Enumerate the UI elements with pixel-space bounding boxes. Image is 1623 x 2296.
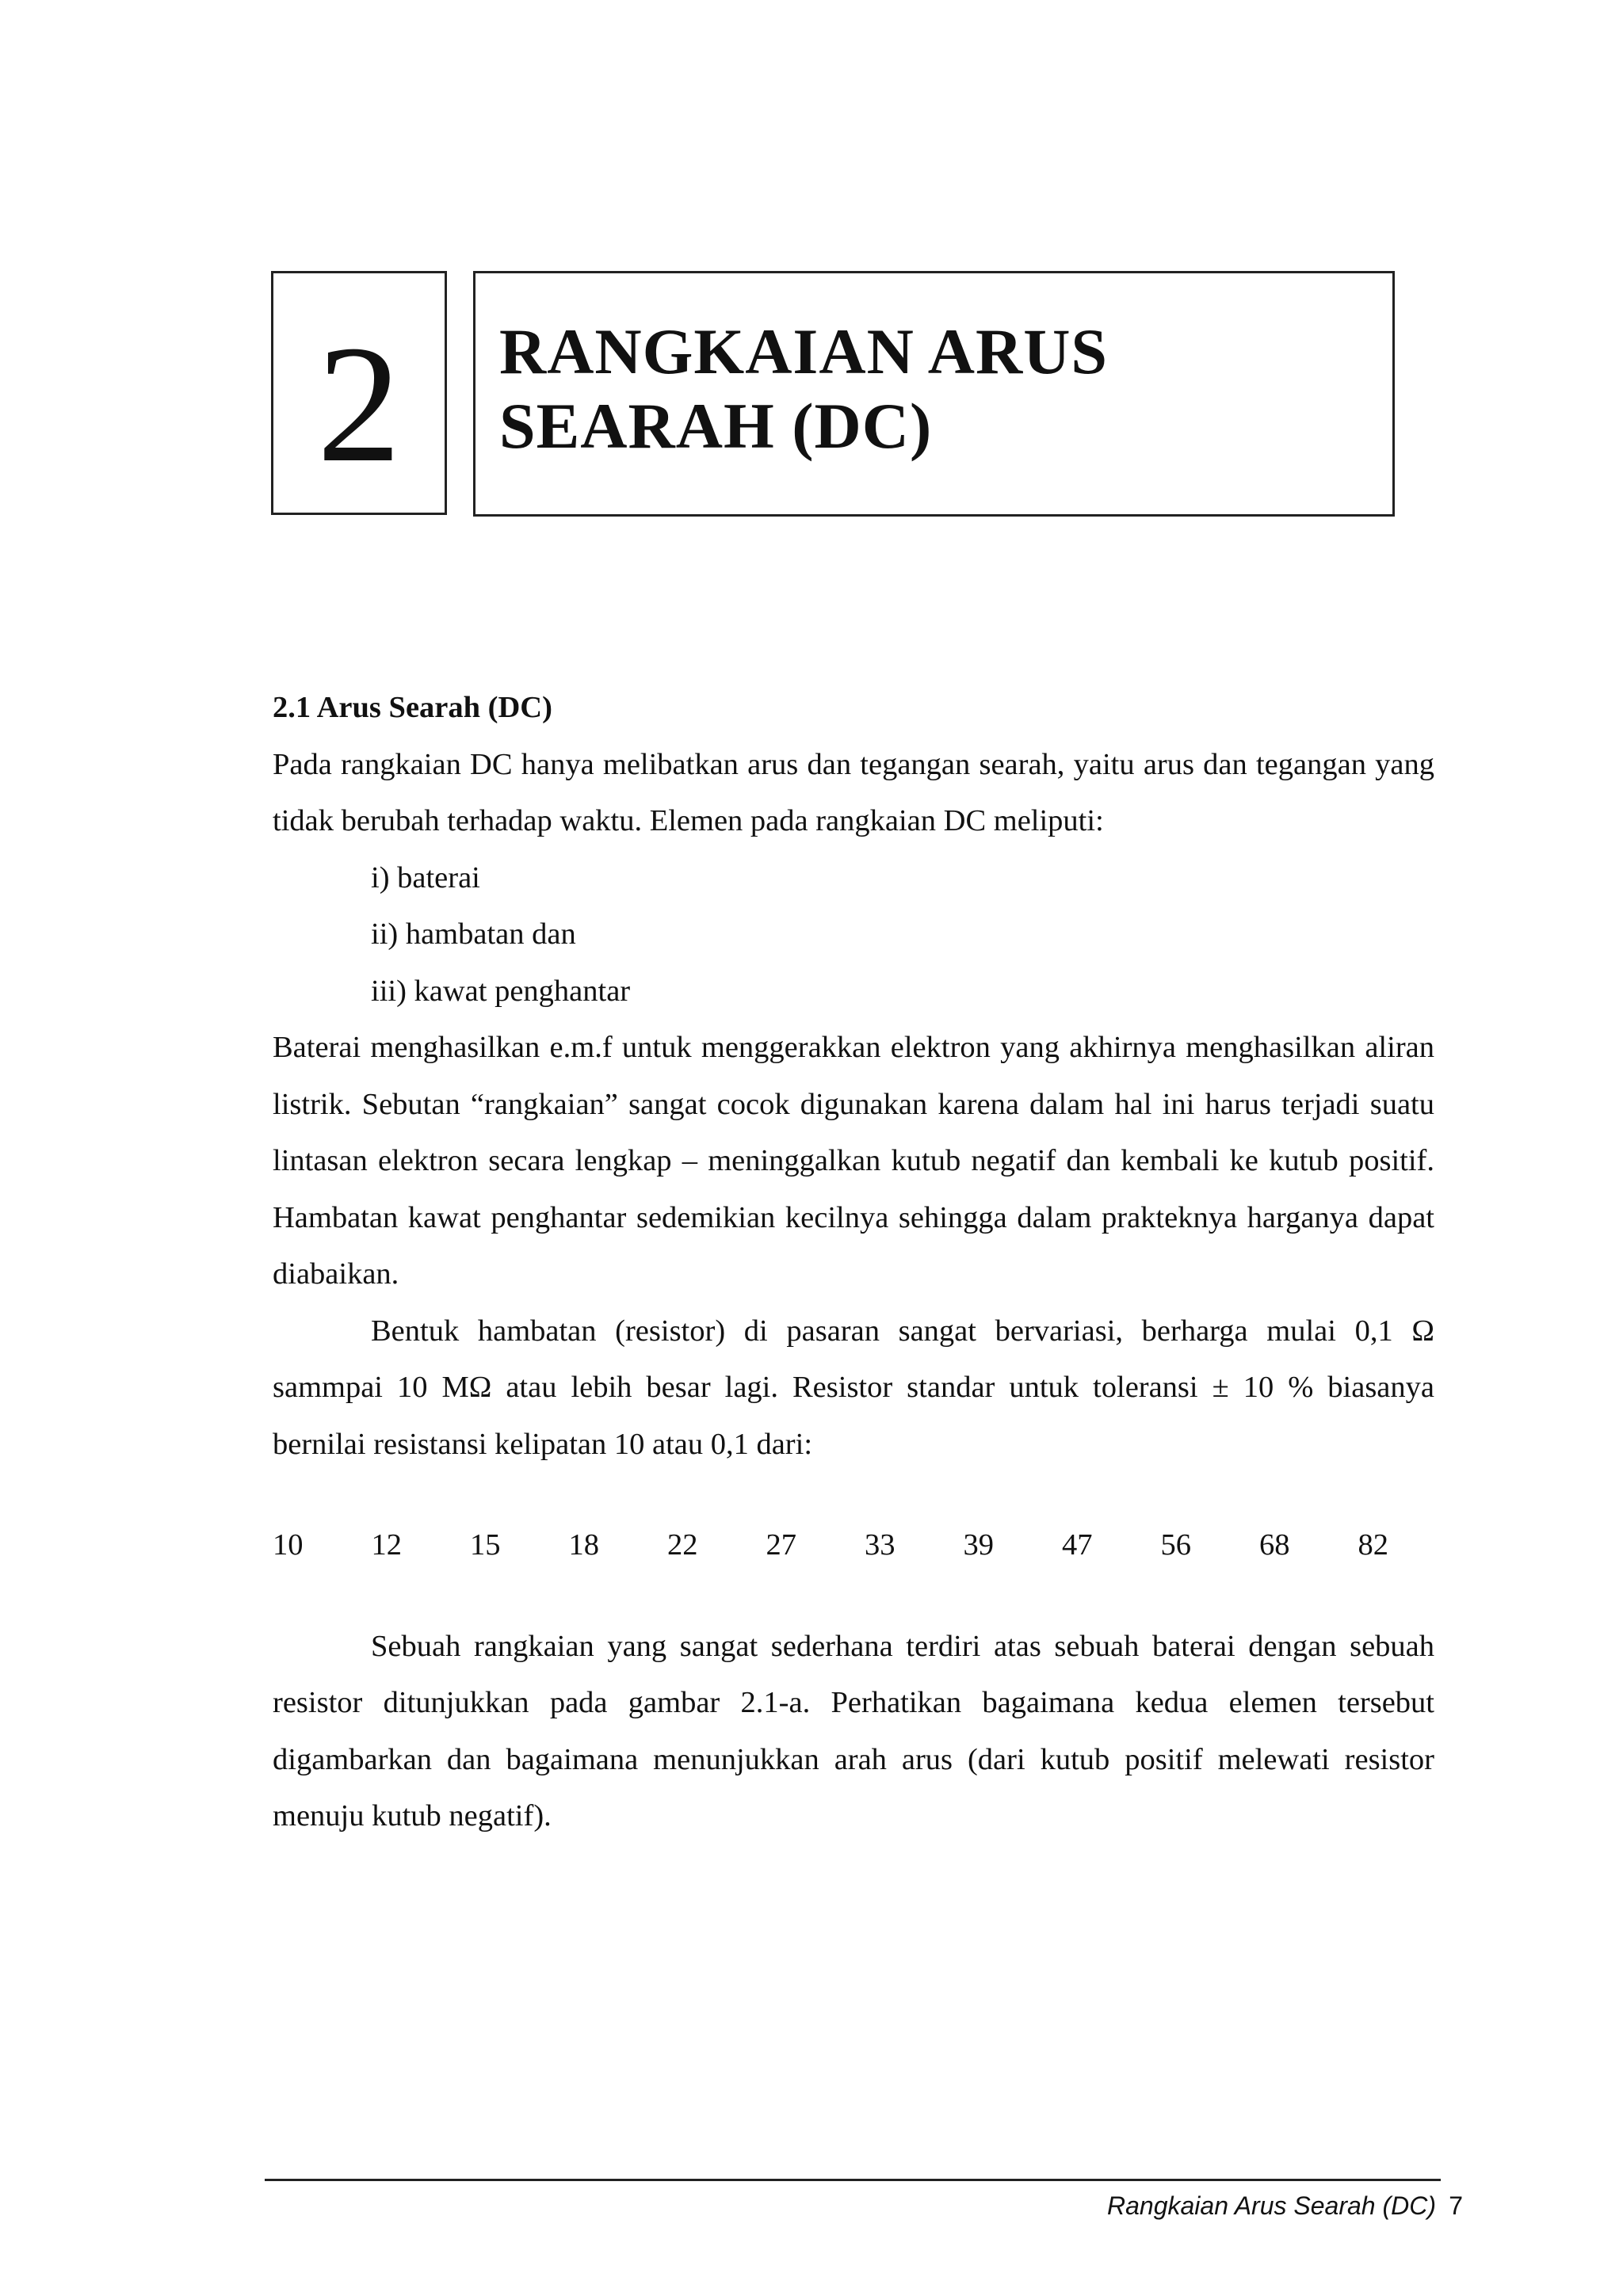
chapter-title xyxy=(499,315,1108,463)
resistor-value: 10 xyxy=(273,1528,304,1562)
list-item: i) baterai xyxy=(371,860,480,894)
resistor-value: 39 xyxy=(963,1528,994,1562)
section-heading: 2.1 Arus Searah (DC) xyxy=(273,691,552,724)
chapter-title-line-1: RANGKAIAN ARUS xyxy=(499,315,1109,387)
resistor-value: 12 xyxy=(371,1528,402,1562)
chapter-number-box xyxy=(271,271,447,515)
page-number: 7 xyxy=(1449,2191,1463,2220)
list-item: ii) hambatan dan xyxy=(371,917,576,951)
section-content xyxy=(273,680,1434,1845)
footer-title: Rangkaian Arus Searah (DC) xyxy=(1107,2191,1436,2220)
resistor-value: 27 xyxy=(766,1528,796,1562)
paragraph-circuit: Sebuah rangkaian yang sangat sederhana terdiri atas sebuah baterai dengan sebuah resistor ditunjukkan pada gambar 2.1-a. Perhatikan bagaimana kedua elemen tersebut digambarkan dan bagaimana menunjukkan arah arus (dari kutub positif melewati resistor menuju kutub negatif). xyxy=(273,1629,1434,1833)
element-list xyxy=(273,850,1434,1020)
chapter-title-line-2: SEARAH (DC) xyxy=(499,390,933,462)
resistor-value: 47 xyxy=(1062,1528,1093,1562)
chapter-number: 2 xyxy=(317,311,401,497)
resistor-value: 15 xyxy=(470,1528,501,1562)
resistor-values-row xyxy=(273,1517,1434,1574)
resistor-value: 82 xyxy=(1358,1528,1388,1562)
resistor-value: 68 xyxy=(1259,1528,1290,1562)
resistor-value: 33 xyxy=(865,1528,896,1562)
list-item: iii) kawat penghantar xyxy=(371,974,631,1008)
resistor-value: 22 xyxy=(667,1528,698,1562)
paragraph-intro: Pada rangkaian DC hanya melibatkan arus dan tegangan searah, yaitu arus dan tegangan yang tidak berubah terhadap waktu. Elemen pada rangkaian DC meliputi: xyxy=(273,747,1434,837)
resistor-value: 18 xyxy=(568,1528,599,1562)
paragraph-battery: Baterai menghasilkan e.m.f untuk menggerakkan elektron yang akhirnya menghasilkan aliran listrik. Sebutan “rangkaian” sangat cocok digunakan karena dalam hal ini harus terjadi suatu lintasan elektron secara lengkap – meninggalkan kutub negatif dan kembali ke kutub positif. Hambatan kawat penghantar sedemikian kecilnya sehingga dalam prakteknya harganya dapat diabaikan. xyxy=(273,1031,1434,1291)
footer-rule xyxy=(265,2179,1441,2181)
paragraph-resistor: Bentuk hambatan (resistor) di pasaran sangat bervariasi, berharga mulai 0,1 Ω sammpai 10 MΩ atau lebih besar lagi. Resistor standar untuk toleransi ± 10 % biasanya bernilai resistansi kelipatan 10 atau 0,1 dari: xyxy=(273,1314,1434,1461)
resistor-value: 56 xyxy=(1160,1528,1191,1562)
chapter-title-box xyxy=(473,271,1395,517)
